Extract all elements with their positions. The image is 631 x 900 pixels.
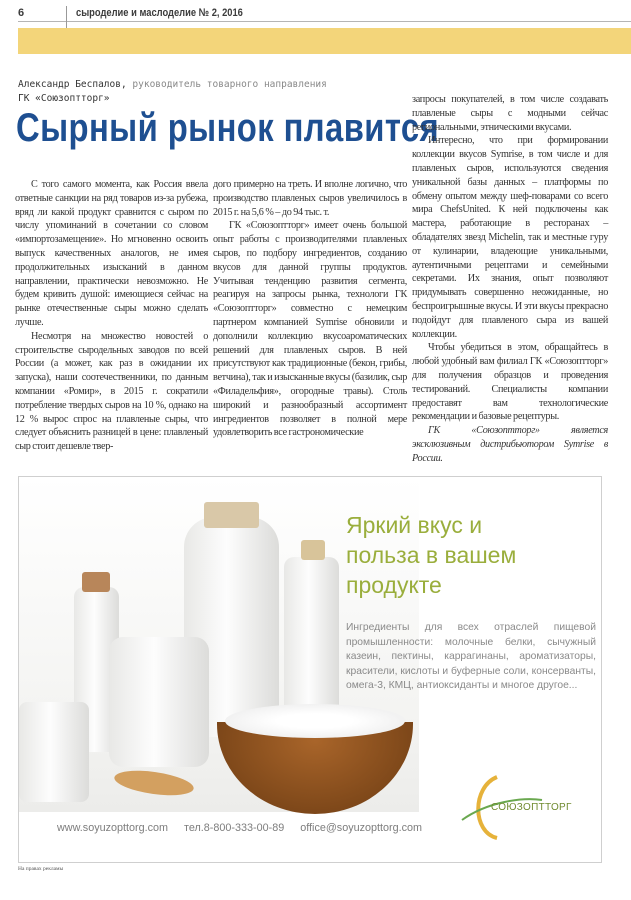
article-title: Сырный рынок плавится — [16, 106, 440, 150]
author-role: руководитель товарного направления — [132, 79, 327, 90]
magazine-title: сыроделие и маслоделие № 2, 2016 — [76, 7, 243, 19]
paragraph: Чтобы убедиться в этом, обращайтесь в любой удобный вам филиал ГК «Союзоптторг» для получения образцов и проведения тестирований. Специалисты компании предоставят вам технологические рекомендации и базовые рецептуры. — [412, 342, 608, 423]
article-column-2 — [213, 178, 407, 440]
ad-headline — [346, 510, 516, 600]
author-name: Александр Беспалов, — [18, 79, 127, 90]
website-link[interactable]: www.soyuzopttorg.com — [57, 822, 169, 834]
milk-jar-image — [109, 637, 209, 767]
bottle-image — [284, 557, 339, 717]
logo-text: СОЮЗОПТТОРГ — [491, 802, 572, 813]
header-divider — [66, 6, 67, 28]
paragraph: ГК «Союзоптторг» имеет очень большой опыт работы с производителями плавленых сыров, по подбору ингредиентов, созданию вкусов для данной группы продуктов. Учитывая тенденцию развития сегмента, реагируя на запросы рынка, технологи ГК «Союзоптторг» совместно с немецким партнером компанией Symrise обновили и дополнили коллекцию вкусоароматических решений для плавленых сыров. В ней присутствуют как традиционные (бекон, грибы, ветчина), так и изысканные вкусы (базилик, сыр «Филадельфия», огородные травы). Столь широкий и разнообразный ассортимент ингредиентов позволяет в полной мере удовлетворить все гастрономические — [213, 220, 407, 439]
ad-body: Ингредиенты для всех отраслей пищевой промышленности: молочные белки, сычужный казеин, пектины, каррагинаны, ароматизаторы, красители, кислоты и буферные соли, консерванты, омега-3, КМЦ, антиоксиданты и многое другое... — [346, 622, 596, 691]
paragraph-italic-note: ГК «Союзоптторг» является эксклюзивным дистрибьютором Symrise в России. — [412, 425, 608, 464]
ad-headline-line: продукте — [346, 572, 442, 598]
yogurt-jar-image — [19, 702, 89, 802]
ad-headline-line: Яркий вкус и — [346, 512, 483, 538]
author-byline — [18, 78, 327, 106]
yellow-band — [18, 28, 631, 54]
ad-headline-line: польза в вашем — [346, 542, 517, 568]
running-header — [18, 6, 631, 22]
article-column-3 — [412, 93, 608, 466]
page-number: 6 — [18, 7, 25, 19]
paragraph: Интересно, что при формировании коллекции вкусов Symrise, в том числе и для плавленых сыров, используются сведения уникальной базы данных – платформы по обмену опытом между шеф-поварами со всего мира ChefsUnited. К ней подключены как мастера, работающие в ресторанах – обладателях звезд Michelin, так и местные гуру от кулинарии, владеющие уникальными, аутентичными рецептами и семейными секретами. Их знания, опыт позволяют придумывать совершенно неожиданные, но беспроигрышные вкусы. И эти вкусы прекрасно подойдут для плавленого сыра из вашей коллекции. — [412, 135, 608, 340]
ad-disclaimer: На правах рекламы — [18, 866, 64, 872]
wooden-spoon-image — [113, 767, 195, 800]
paragraph: С того самого момента, как Россия ввела ответные санкции на ряд товаров из-за рубежа, вряд ли какой продукт сравнится с сыром по числу упоминаний в сочетании со словом «импортозамещение». Но мгновенно освоить выпуск качественных аналогов, не имея продолжительных изысканий в данном направлении, практически невозможно. Не будем кривить душой: имеющиеся сейчас на рынке отечественные сыры можно сделать лучше. — [15, 179, 208, 328]
advertisement — [18, 476, 602, 863]
cloth-lid-image — [204, 502, 259, 528]
author-company: ГК «Союзоптторг» — [18, 93, 110, 104]
paragraph: Несмотря на множество новостей о строительстве сыродельных заводов по всей России (а может, как раз в ожидании их запуска), наши соотечественники, по данным компании «Ромир», в 2015 г. сократили потребление твердых сыров на 10 %, однако на 12 % вырос спрос на плавленые сыры, что следует объяснить разницей в цене: плавленый сыр стоит дешевле твер- — [15, 330, 208, 453]
ad-contacts — [57, 822, 434, 834]
cork-image — [301, 540, 325, 560]
phone-number: тел.8-800-333-00-89 — [184, 822, 285, 834]
article-column-1 — [15, 178, 208, 454]
cork-image — [82, 572, 110, 592]
cottage-cheese-image — [225, 704, 405, 738]
paragraph: дого примерно на треть. И вполне логично, что производство плавленых сыров увеличилось в 2015 г. на 5,6 % – до 94 тыс. т. — [213, 179, 407, 218]
email-link[interactable]: office@soyuzopttorg.com — [300, 822, 423, 834]
paragraph: запросы покупателей, в том числе создавать плавленые сыры с модными сейчас региональными, этническими вкусами. — [412, 94, 608, 133]
